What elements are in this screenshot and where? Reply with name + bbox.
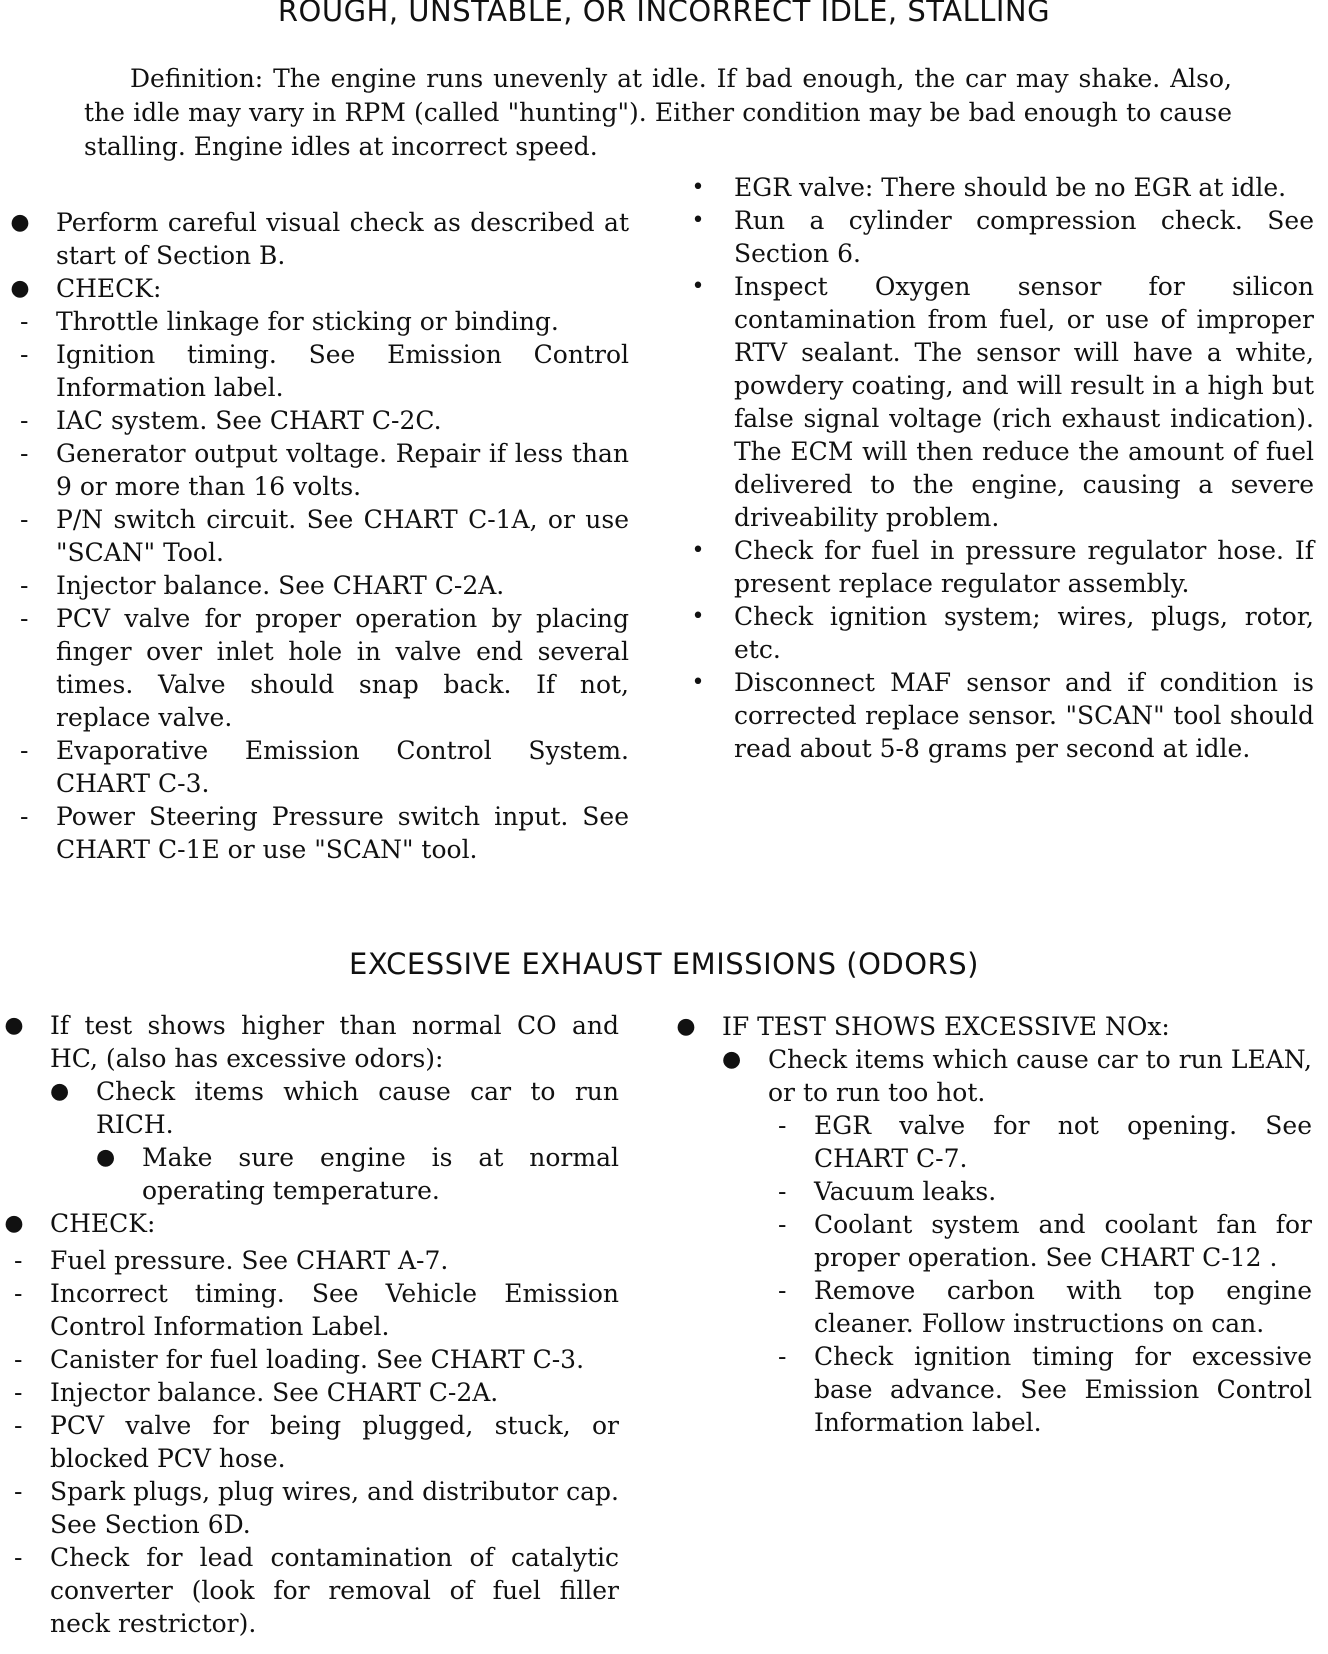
list-item: ● Check items which cause car to run LEAN, or to run too hot. — [722, 1045, 1312, 1107]
list-item: ● Perform careful visual check as described at start of Section B. — [10, 208, 629, 270]
list-item: • Check ignition system; wires, plugs, rotor, etc. — [734, 600, 1314, 666]
dash-icon: - — [20, 571, 29, 600]
dash-icon: - — [778, 1111, 787, 1140]
dash-icon: - — [20, 406, 29, 435]
bullet-icon: ● — [4, 1013, 24, 1038]
dash-icon: - — [778, 1210, 787, 1239]
list-item: • Disconnect MAF sensor and if condition is corrected replace sensor. "SCAN" tool should read about 5-8 grams per second at idle. — [734, 666, 1314, 765]
list-item: • Run a cylinder compression check. See Section 6. — [734, 204, 1314, 270]
check-item: - Injector balance. See CHART C-2A. — [14, 1378, 499, 1407]
bullet-icon: • — [691, 604, 705, 629]
bullet-icon: ● — [4, 1211, 24, 1236]
check-item: - Ignition timing. See Emission Control Information label. — [20, 340, 629, 402]
definition-paragraph — [84, 62, 1232, 164]
dash-icon: - — [778, 1342, 787, 1371]
dash-icon: - — [20, 505, 29, 534]
dash-icon: - — [14, 1378, 23, 1407]
check-item: - Spark plugs, plug wires, and distributor cap. See Section 6D. — [14, 1477, 619, 1539]
dash-icon: - — [14, 1279, 23, 1308]
check-item: - EGR valve for not opening. See CHART C-7. — [778, 1111, 1312, 1173]
dash-icon: - — [20, 802, 29, 831]
check-item: - Throttle linkage for sticking or binding. — [20, 307, 559, 336]
bullet-icon: • — [691, 538, 705, 563]
dash-icon: - — [20, 439, 29, 468]
check-item: - Coolant system and coolant fan for proper operation. See CHART C-12 . — [778, 1210, 1312, 1272]
dash-icon: - — [20, 340, 29, 369]
bullet-icon: ● — [10, 276, 30, 301]
list-item: • Inspect Oxygen sensor for silicon contamination from fuel, or use of improper RTV sealant. The sensor will have a white, powdery coating, and will result in a high but false signal voltage (rich exhaust indication). The ECM will then reduce the amount of fuel delivered to the engine, causing a severe driveability problem. — [734, 270, 1314, 534]
check-item: - Check for lead contamination of catalytic converter (look for removal of fuel filler neck restrictor). — [14, 1543, 619, 1638]
bullet-icon: • — [691, 670, 705, 695]
emissions-right-column — [676, 1010, 1312, 1439]
check-item: - Check ignition timing for excessive base advance. See Emission Control Information label. — [778, 1342, 1312, 1437]
list-item: ● CHECK: — [10, 274, 162, 303]
check-item: - Vacuum leaks. — [778, 1177, 997, 1206]
dash-icon: - — [14, 1477, 23, 1506]
bullet-icon: • — [691, 175, 705, 200]
definition-label: Definition: — [130, 64, 264, 93]
idle-right-column — [691, 171, 1314, 765]
list-item: ● Make sure engine is at normal operating temperature. — [96, 1143, 619, 1205]
list-item: ● If test shows higher than normal CO and HC, (also has excessive odors): — [4, 1011, 619, 1073]
list-item: • EGR valve: There should be no EGR at idle. — [734, 171, 1314, 204]
check-item: - IAC system. See CHART C-2C. — [20, 406, 442, 435]
check-item: - Canister for fuel loading. See CHART C-3. — [14, 1345, 585, 1374]
dash-icon: - — [14, 1345, 23, 1374]
bullet-icon: ● — [722, 1047, 742, 1072]
dash-icon: - — [20, 307, 29, 336]
check-item: - Fuel pressure. See CHART A-7. — [14, 1246, 449, 1275]
list-item: ● Check items which cause car to run RICH. — [50, 1077, 619, 1139]
dash-icon: - — [778, 1276, 787, 1305]
dash-icon: - — [14, 1246, 23, 1275]
list-item: ● IF TEST SHOWS EXCESSIVE NOx: — [676, 1012, 1170, 1041]
emissions-left-column — [4, 1009, 619, 1640]
bullet-icon: ● — [50, 1079, 70, 1104]
check-item: - Evaporative Emission Control System. CHART C-3. — [20, 736, 629, 798]
check-item: - Power Steering Pressure switch input. See CHART C-1E or use "SCAN" tool. — [20, 802, 629, 864]
dash-icon: - — [14, 1543, 23, 1572]
dash-icon: - — [20, 736, 29, 765]
check-item: - Remove carbon with top engine cleaner. Follow instructions on can. — [778, 1276, 1312, 1338]
check-item: - Injector balance. See CHART C-2A. — [20, 571, 505, 600]
bullet-icon: • — [691, 208, 705, 233]
check-item: - Incorrect timing. See Vehicle Emission Control Information Label. — [14, 1279, 619, 1341]
section-title-emissions: EXCESSIVE EXHAUST EMISSIONS (ODORS) — [349, 947, 979, 981]
check-item: - Generator output voltage. Repair if less than 9 or more than 16 volts. — [20, 439, 629, 501]
dash-icon: - — [20, 604, 29, 633]
dash-icon: - — [778, 1177, 787, 1206]
idle-left-column — [10, 206, 629, 866]
bullet-icon: ● — [676, 1014, 696, 1039]
list-item: • Check for fuel in pressure regulator hose. If present replace regulator assembly. — [734, 534, 1314, 600]
bullet-icon: ● — [96, 1145, 116, 1170]
section-title-idle: ROUGH, UNSTABLE, OR INCORRECT IDLE, STALLING — [277, 0, 1051, 28]
list-item: ● CHECK: — [4, 1209, 156, 1238]
bullet-icon: ● — [10, 210, 30, 235]
check-item: - PCV valve for being plugged, stuck, or blocked PCV hose. — [14, 1411, 619, 1473]
check-item: - P/N switch circuit. See CHART C-1A, or use "SCAN" Tool. — [20, 505, 629, 567]
bullet-icon: • — [691, 274, 705, 299]
check-item: - PCV valve for proper operation by placing finger over inlet hole in valve end several times. Valve should snap back. If not, replace valve. — [20, 604, 629, 732]
definition-text: The engine runs unevenly at idle. If bad enough, the car may shake. Also, the idle may vary in RPM (called "hunting"). Either condition may be bad enough to cause stalling. Engine idles at incorrect speed. — [84, 64, 1232, 161]
dash-icon: - — [14, 1411, 23, 1440]
